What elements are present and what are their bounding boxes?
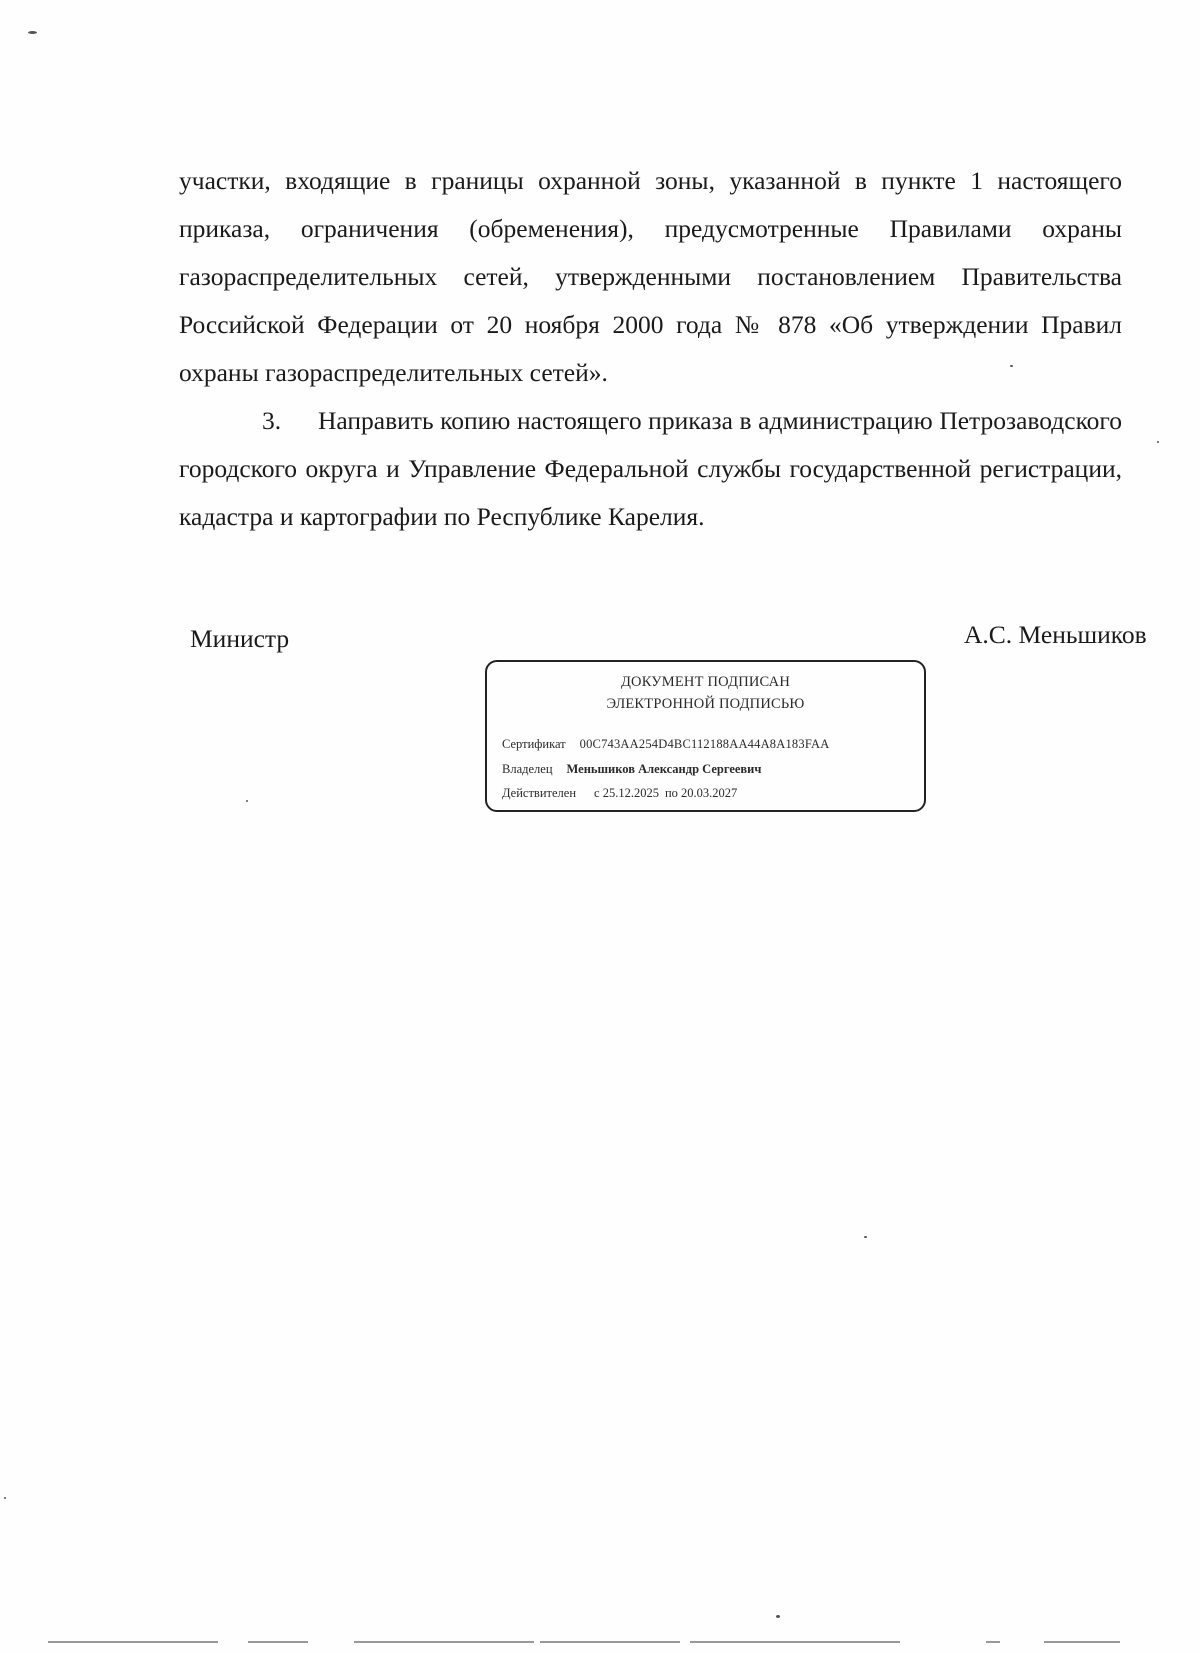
validity-to: по 20.03.2027 (664, 786, 738, 800)
validity-from: с 25.12.2025 (594, 786, 659, 800)
stamp-header-line2: ЭЛЕКТРОННОЙ ПОДПИСЬЮ (606, 696, 805, 712)
electronic-signature-stamp (485, 660, 926, 812)
stamp-owner-row (502, 762, 761, 777)
scan-edge-line (1044, 1641, 1120, 1643)
paragraph-continuation: участки, входящие в границы охранной зоны, указанной в пункте 1 настоящего приказа, ограничения (обременения), предусмотренные Правилами охраны газораспределительных сетей, утвержденными постановлением Правительства Российской Федерации от 20 ноября 2000 года № 878 «Об утверждении Правил охраны газораспределительных сетей». (179, 166, 1122, 387)
item-number: 3. (262, 406, 282, 435)
signatory-position: Министр (190, 624, 290, 653)
scan-edge-line (48, 1641, 218, 1643)
certificate-label: Сертификат (502, 737, 566, 751)
scan-speck (246, 800, 248, 802)
stamp-validity-row (502, 786, 737, 801)
scan-edge-line (986, 1641, 1000, 1643)
certificate-value: 00C743AA254D4BC112188AA44A8A183FAA (579, 737, 830, 751)
scan-speck (4, 1497, 6, 1499)
scan-speck (864, 1236, 867, 1238)
item-text: Направить копию настоящего приказа в администрацию Петрозаводского городского округа и Управление Федеральной службы государственной регистрации, кадастра и картографии по Республике Карелия. (179, 406, 1122, 531)
scan-speck (1010, 365, 1013, 367)
stamp-certificate-row (502, 737, 830, 752)
owner-value: Меньшиков Александр Сергеевич (566, 762, 762, 776)
stamp-header-line1: ДОКУМЕНТ ПОДПИСАН (620, 674, 791, 690)
scan-speck (28, 31, 37, 34)
validity-label: Действителен (502, 786, 577, 800)
scan-edge-line (690, 1641, 900, 1643)
signatory-name: А.С. Меньшиков (964, 620, 1147, 649)
scan-speck (1157, 441, 1159, 443)
scan-edge-line (540, 1641, 680, 1643)
scan-edge-line (354, 1641, 534, 1643)
stamp-header (487, 671, 924, 715)
scan-speck (776, 1615, 780, 1618)
document-body (179, 157, 1122, 541)
scan-edge-line (248, 1641, 308, 1643)
paragraph-item-3 (179, 397, 1122, 541)
owner-label: Владелец (502, 762, 553, 776)
